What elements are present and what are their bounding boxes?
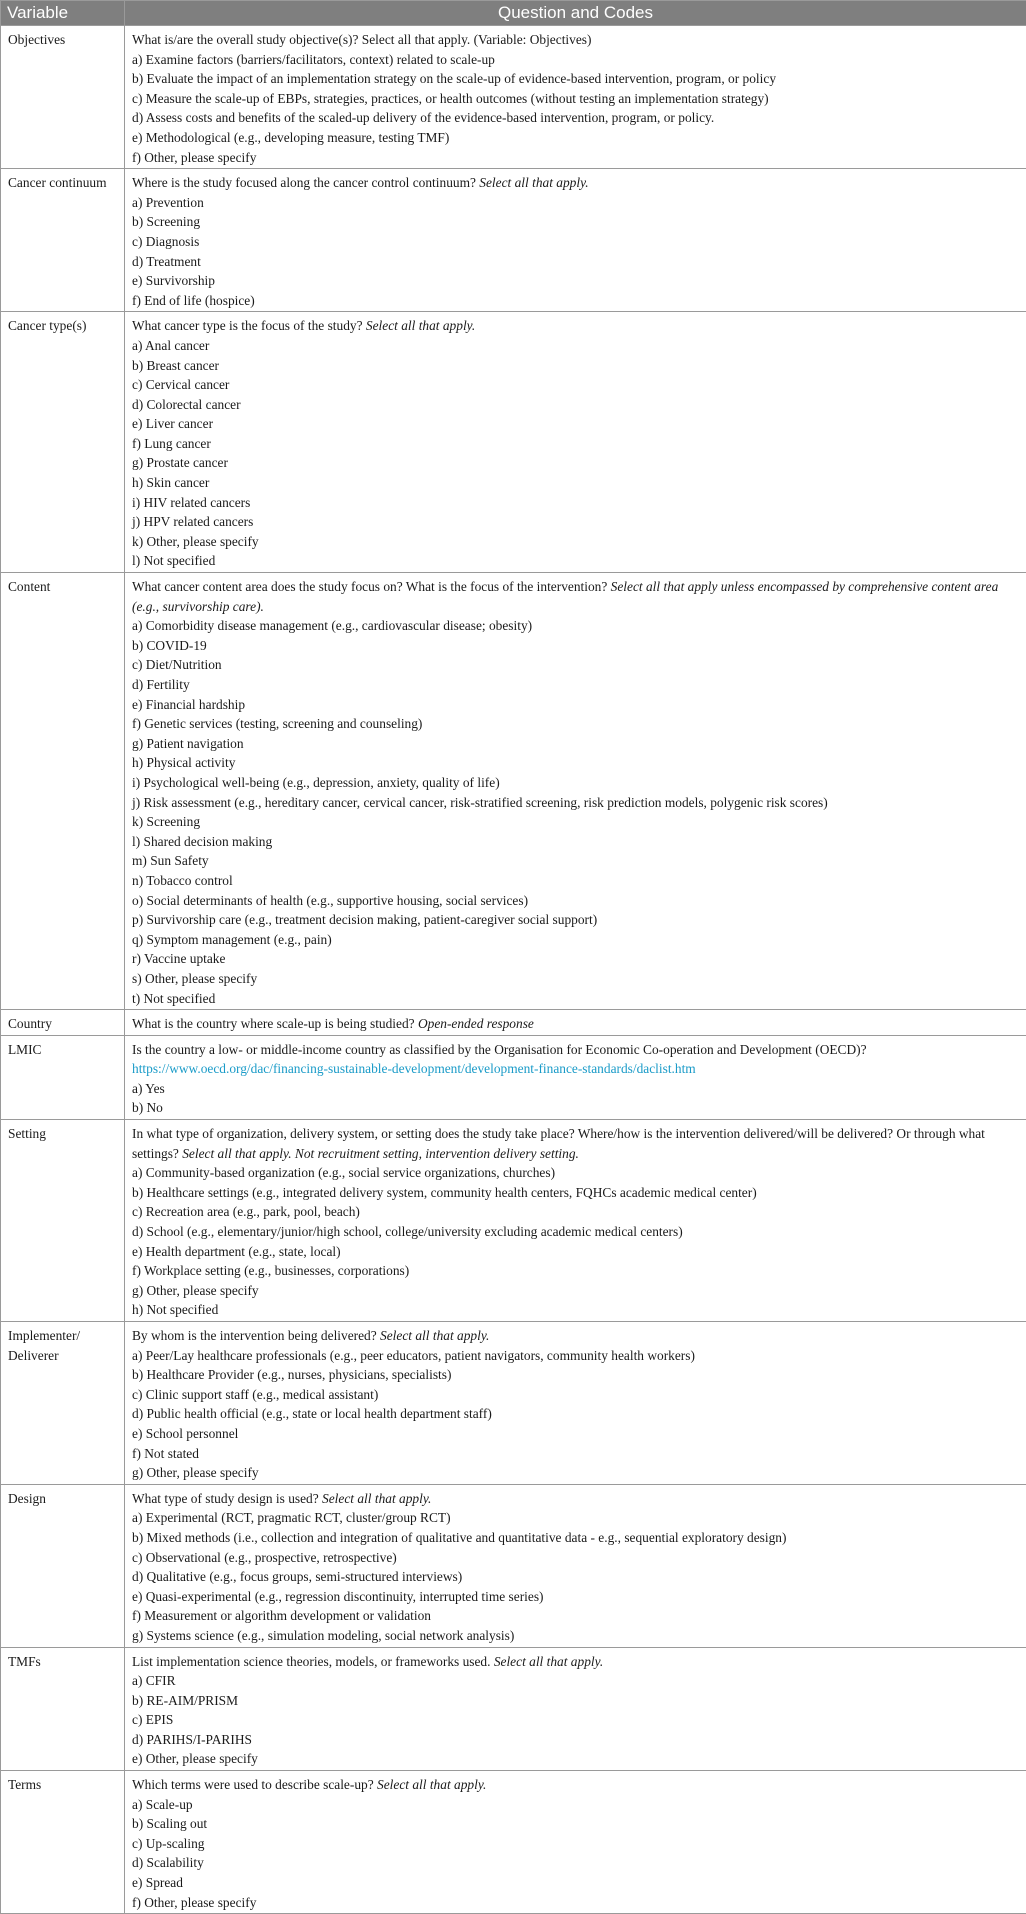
question-plain: Where is the study focused along the cancer control continuum? (132, 175, 479, 190)
code-item: b) Scaling out (132, 1814, 1021, 1834)
question-plain: Which terms were used to describe scale-up? (132, 1777, 377, 1792)
code-item: f) End of life (hospice) (132, 291, 1021, 311)
code-item: c) Diagnosis (132, 232, 1021, 252)
code-item: g) Patient navigation (132, 734, 1021, 754)
variable-cell: Cancer type(s) (1, 312, 125, 573)
code-item: b) Healthcare Provider (e.g., nurses, physicians, specialists) (132, 1365, 1021, 1385)
question-text (132, 577, 1021, 616)
code-item: e) Methodological (e.g., developing measure, testing TMF) (132, 128, 1021, 148)
question-cell (125, 312, 1026, 573)
code-item: l) Shared decision making (132, 832, 1021, 852)
code-item: e) School personnel (132, 1424, 1021, 1444)
question-cell (125, 1120, 1026, 1322)
code-item: f) Workplace setting (e.g., businesses, corporations) (132, 1261, 1021, 1281)
table-row (1, 1010, 1026, 1036)
table-row (1, 312, 1026, 573)
code-item: a) Community-based organization (e.g., social service organizations, churches) (132, 1163, 1021, 1183)
code-item: d) Assess costs and benefits of the scaled-up delivery of the evidence-based intervention, program, or policy. (132, 108, 1021, 128)
code-item: c) Diet/Nutrition (132, 655, 1021, 675)
question-cell (125, 169, 1026, 312)
question-plain: Is the country a low- or middle-income country as classified by the Organisation for Economic Co-operation and Development (OECD)? (132, 1042, 867, 1057)
question-plain: What is the country where scale-up is being studied? (132, 1016, 418, 1031)
code-item: b) Healthcare settings (e.g., integrated delivery system, community health centers, FQHCs academic medical center) (132, 1183, 1021, 1203)
question-instruction: Select all that apply. (322, 1491, 431, 1506)
code-item: g) Systems science (e.g., simulation modeling, social network analysis) (132, 1626, 1021, 1646)
question-cell (125, 1010, 1026, 1036)
question-cell (125, 1322, 1026, 1485)
code-item: r) Vaccine uptake (132, 949, 1021, 969)
code-item: g) Other, please specify (132, 1281, 1021, 1301)
code-item: c) Up-scaling (132, 1834, 1021, 1854)
code-item: b) RE-AIM/PRISM (132, 1691, 1021, 1711)
question-instruction: Select all that apply. Not recruitment setting, intervention delivery setting. (182, 1146, 579, 1161)
code-item: b) Mixed methods (i.e., collection and integration of qualitative and quantitative data - e.g., sequential exploratory design) (132, 1528, 1021, 1548)
table-row (1, 1120, 1026, 1322)
code-item: a) Anal cancer (132, 336, 1021, 356)
code-item: a) CFIR (132, 1671, 1021, 1691)
code-item: f) Other, please specify (132, 1893, 1021, 1913)
code-item: f) Genetic services (testing, screening and counseling) (132, 714, 1021, 734)
code-item: e) Quasi-experimental (e.g., regression discontinuity, interrupted time series) (132, 1587, 1021, 1607)
code-item: c) Observational (e.g., prospective, retrospective) (132, 1548, 1021, 1568)
variable-cell: LMIC (1, 1035, 125, 1119)
question-cell (125, 1484, 1026, 1647)
code-item: d) Qualitative (e.g., focus groups, semi-structured interviews) (132, 1567, 1021, 1587)
code-item: d) PARIHS/I-PARIHS (132, 1730, 1021, 1750)
question-cell (125, 1771, 1026, 1914)
code-item: h) Not specified (132, 1300, 1021, 1320)
code-item: m) Sun Safety (132, 851, 1021, 871)
question-instruction: Select all that apply unless encompassed by comprehensive content area (e.g., survivorship care). (132, 579, 998, 614)
code-item: c) EPIS (132, 1710, 1021, 1730)
question-plain: What is/are the overall study objective(s)? Select all that apply. (Variable: Objectives) (132, 32, 591, 47)
table-row (1, 1647, 1026, 1771)
question-plain: By whom is the intervention being delivered? (132, 1328, 380, 1343)
table-row (1, 26, 1026, 169)
question-text (132, 173, 1021, 193)
question-text (132, 1124, 1021, 1163)
code-item: e) Health department (e.g., state, local) (132, 1242, 1021, 1262)
code-item: t) Not specified (132, 989, 1021, 1009)
variable-cell: Cancer continuum (1, 169, 125, 312)
code-item: c) Clinic support staff (e.g., medical assistant) (132, 1385, 1021, 1405)
code-item: i) HIV related cancers (132, 493, 1021, 513)
code-item: f) Other, please specify (132, 148, 1021, 168)
question-instruction: Select all that apply. (366, 318, 475, 333)
code-item: a) Comorbidity disease management (e.g., cardiovascular disease; obesity) (132, 616, 1021, 636)
code-item: b) No (132, 1098, 1021, 1118)
table-row (1, 1484, 1026, 1647)
code-item: c) Measure the scale-up of EBPs, strategies, practices, or health outcomes (without testing an implementation strategy) (132, 89, 1021, 109)
code-item: f) Not stated (132, 1444, 1021, 1464)
code-item: e) Other, please specify (132, 1749, 1021, 1769)
code-item: j) Risk assessment (e.g., hereditary cancer, cervical cancer, risk-stratified screening, risk prediction models, polygenic risk scores) (132, 793, 1021, 813)
variable-cell: TMFs (1, 1647, 125, 1771)
question-plain: List implementation science theories, models, or frameworks used. (132, 1654, 494, 1669)
code-item: p) Survivorship care (e.g., treatment decision making, patient-caregiver social support) (132, 910, 1021, 930)
code-item: d) Scalability (132, 1853, 1021, 1873)
code-item: h) Skin cancer (132, 473, 1021, 493)
variable-cell: Country (1, 1010, 125, 1036)
code-item: a) Peer/Lay healthcare professionals (e.g., peer educators, patient navigators, community health workers) (132, 1346, 1021, 1366)
code-item: k) Screening (132, 812, 1021, 832)
question-instruction: Select all that apply. (377, 1777, 486, 1792)
question-text (132, 30, 1021, 50)
code-item: l) Not specified (132, 551, 1021, 571)
table-row (1, 1322, 1026, 1485)
question-cell (125, 1647, 1026, 1771)
code-item: b) COVID-19 (132, 636, 1021, 656)
code-item: d) Fertility (132, 675, 1021, 695)
oecd-link[interactable]: https://www.oecd.org/dac/financing-sustainable-development/development-finance-standards/daclist.htm (132, 1061, 696, 1076)
question-cell (125, 1035, 1026, 1119)
table-row (1, 573, 1026, 1010)
table-header (1, 1, 1026, 26)
question-text (132, 1775, 1021, 1795)
code-item: c) Cervical cancer (132, 375, 1021, 395)
code-item: i) Psychological well-being (e.g., depression, anxiety, quality of life) (132, 773, 1021, 793)
code-item: g) Prostate cancer (132, 453, 1021, 473)
code-item: d) School (e.g., elementary/junior/high school, college/university excluding academic medical centers) (132, 1222, 1021, 1242)
code-item: d) Public health official (e.g., state or local health department staff) (132, 1404, 1021, 1424)
question-instruction: Select all that apply. (380, 1328, 489, 1343)
code-item: b) Screening (132, 212, 1021, 232)
table-row (1, 1035, 1026, 1119)
code-item: a) Prevention (132, 193, 1021, 213)
question-plain: In what type of organization, delivery system, or setting does the study take place? Where/how is the intervention delivered/will be delivered? Or through what settings? (132, 1126, 985, 1161)
code-item: a) Examine factors (barriers/facilitators, context) related to scale-up (132, 50, 1021, 70)
variable-cell: Implementer/ Deliverer (1, 1322, 125, 1485)
code-item: a) Scale-up (132, 1795, 1021, 1815)
code-item: h) Physical activity (132, 753, 1021, 773)
header-question-and-codes: Question and Codes (125, 1, 1026, 26)
question-instruction: Select all that apply. (479, 175, 588, 190)
question-text (132, 1326, 1021, 1346)
code-item: e) Spread (132, 1873, 1021, 1893)
question-plain: What type of study design is used? (132, 1491, 322, 1506)
code-item: d) Treatment (132, 252, 1021, 272)
code-item: j) HPV related cancers (132, 512, 1021, 532)
code-item: b) Breast cancer (132, 356, 1021, 376)
code-item: f) Lung cancer (132, 434, 1021, 454)
question-plain: What cancer type is the focus of the study? (132, 318, 366, 333)
question-text (132, 1014, 1021, 1034)
code-item: s) Other, please specify (132, 969, 1021, 989)
variable-cell: Objectives (1, 26, 125, 169)
code-item: c) Recreation area (e.g., park, pool, beach) (132, 1202, 1021, 1222)
code-item: f) Measurement or algorithm development or validation (132, 1606, 1021, 1626)
code-item: e) Liver cancer (132, 414, 1021, 434)
code-item: b) Evaluate the impact of an implementation strategy on the scale-up of evidence-based intervention, program, or policy (132, 69, 1021, 89)
table-row (1, 1771, 1026, 1914)
variable-cell: Design (1, 1484, 125, 1647)
code-item: o) Social determinants of health (e.g., supportive housing, social services) (132, 891, 1021, 911)
question-instruction: Select all that apply. (494, 1654, 603, 1669)
table-body (1, 26, 1026, 1914)
table-row (1, 169, 1026, 312)
code-item: q) Symptom management (e.g., pain) (132, 930, 1021, 950)
code-item: g) Other, please specify (132, 1463, 1021, 1483)
code-item: e) Financial hardship (132, 695, 1021, 715)
variable-cell: Setting (1, 1120, 125, 1322)
question-plain: What cancer content area does the study focus on? What is the focus of the intervention? (132, 579, 611, 594)
question-text (132, 1489, 1021, 1509)
header-variable: Variable (1, 1, 125, 26)
code-item: e) Survivorship (132, 271, 1021, 291)
question-cell (125, 573, 1026, 1010)
question-instruction: Open-ended response (418, 1016, 534, 1031)
code-item: n) Tobacco control (132, 871, 1021, 891)
question-text (132, 316, 1021, 336)
code-item: a) Yes (132, 1079, 1021, 1099)
variable-cell: Terms (1, 1771, 125, 1914)
question-text (132, 1652, 1021, 1672)
question-text (132, 1040, 1021, 1079)
code-item: k) Other, please specify (132, 532, 1021, 552)
code-item: d) Colorectal cancer (132, 395, 1021, 415)
variable-cell: Content (1, 573, 125, 1010)
code-item: a) Experimental (RCT, pragmatic RCT, cluster/group RCT) (132, 1508, 1021, 1528)
question-cell (125, 26, 1026, 169)
